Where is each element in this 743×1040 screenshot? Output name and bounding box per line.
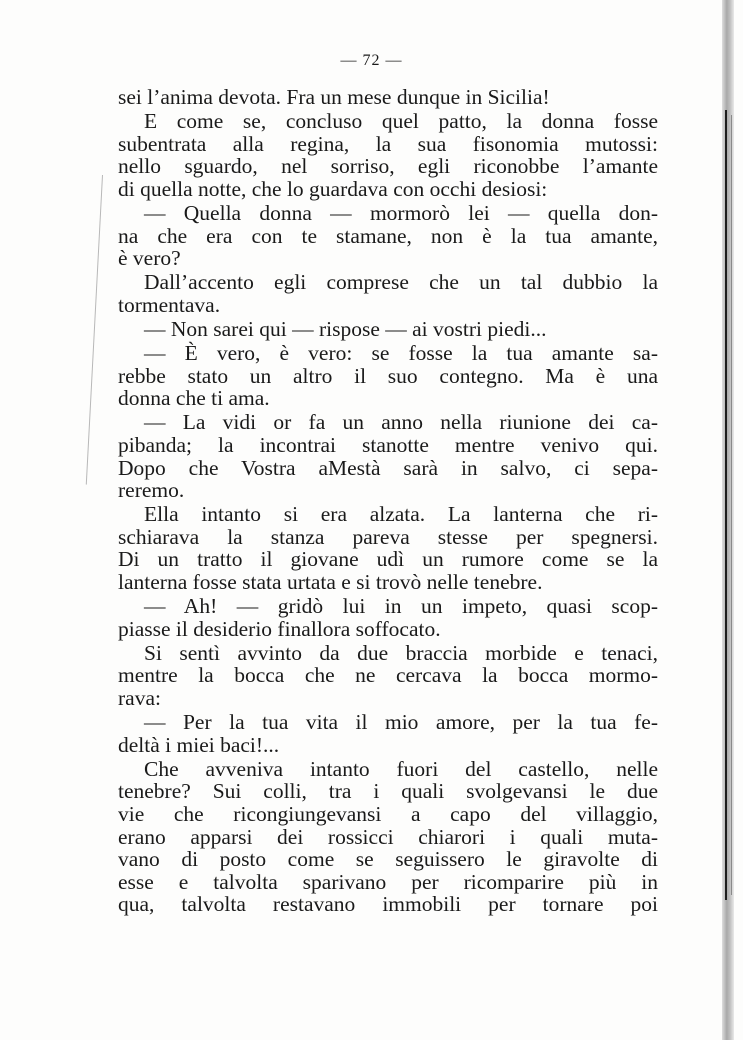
text-line: sei l’anima devota. Fra un mese dunque in Sicilia! xyxy=(118,85,550,109)
body-text xyxy=(118,86,658,917)
text-line: subentrata alla regina, la sua fisonomia mutossi: xyxy=(118,131,658,156)
paragraph xyxy=(118,711,658,756)
text-line: Di un tratto il giovane udì un rumore come se la xyxy=(118,547,658,572)
text-line: — Quella donna — mormorò lei — quella don- xyxy=(144,200,658,225)
text-line: reremo. xyxy=(118,478,185,503)
page-edge-line-light xyxy=(731,115,732,895)
text-line: deltà i miei baci!... xyxy=(118,732,280,757)
text-line: rebbe stato un altro il suo contegno. Ma è una xyxy=(118,363,658,388)
paragraph xyxy=(118,342,658,410)
paragraph xyxy=(118,503,658,593)
paragraph xyxy=(118,758,658,916)
text-line: na che era con te stamane, non è la tua amante, xyxy=(118,223,658,248)
text-line: Dall’accento egli comprese che un tal dubbio la xyxy=(144,270,658,295)
text-line: — Per la tua vita il mio amore, per la tua fe- xyxy=(144,710,658,735)
page-binding-shadow xyxy=(722,0,734,1040)
text-line: lanterna fosse stata urtata e si trovò nelle tenebre. xyxy=(118,569,543,594)
paragraph xyxy=(118,202,658,270)
text-line: nello sguardo, nel sorriso, egli riconobbe l’amante xyxy=(118,154,658,179)
text-line: tormentava. xyxy=(118,292,221,317)
paragraph xyxy=(118,86,658,109)
text-line: vano di posto come se seguissero le giravolte di xyxy=(118,847,658,872)
text-line: Si sentì avvinto da due braccia morbide e tenaci, xyxy=(144,640,658,665)
text-line: — È vero, è vero: se fosse la tua amante sa- xyxy=(144,341,658,366)
text-line: erano apparsi dei rossicci chiarori i quali muta- xyxy=(118,824,658,849)
text-line: di quella notte, che lo guardava con occhi desiosi: xyxy=(118,176,548,201)
text-line: piasse il desiderio finallora soffocato. xyxy=(118,616,441,641)
text-line: donna che ti ama. xyxy=(118,386,270,411)
text-line: Ella intanto si era alzata. La lanterna che ri- xyxy=(144,502,658,527)
paragraph xyxy=(118,110,658,200)
paragraph xyxy=(118,595,658,640)
paragraph xyxy=(118,318,658,341)
text-line: Dopo che Vostra aMestà sarà in salvo, ci sepa- xyxy=(118,455,658,480)
paragraph xyxy=(118,642,658,710)
text-line: mentre la bocca che ne cercava la bocca mormo- xyxy=(118,663,658,688)
page-number: — 72 — xyxy=(340,52,403,69)
text-line: qua, talvolta restavano immobili per tornare poi xyxy=(118,892,658,917)
text-line: tenebre? Sui colli, tra i quali svolgevansi le due xyxy=(118,779,658,804)
text-line: è vero? xyxy=(118,246,181,271)
text-line: — La vidi or fa un anno nella riunione dei ca- xyxy=(144,410,658,435)
text-line: vie che ricongiungevansi a capo del villaggio, xyxy=(118,801,658,826)
paragraph xyxy=(118,411,658,501)
text-line: rava: xyxy=(118,685,161,710)
text-line: pibanda; la incontrai stanotte mentre venivo qui. xyxy=(118,432,658,457)
margin-pencil-mark xyxy=(86,175,103,485)
text-line: — Ah! — gridò lui in un impeto, quasi scop- xyxy=(144,594,658,619)
text-line: esse e talvolta sparivano per ricomparire più in xyxy=(118,869,658,894)
paragraph xyxy=(118,271,658,316)
page-edge-line xyxy=(725,110,727,900)
text-line: E come se, concluso quel patto, la donna fosse xyxy=(144,109,658,134)
text-line: Che avveniva intanto fuori del castello, nelle xyxy=(144,756,658,781)
text-line: — Non sarei qui — rispose — ai vostri piedi... xyxy=(144,316,547,341)
text-line: schiarava la stanza pareva stesse per spegnersi. xyxy=(118,524,658,549)
